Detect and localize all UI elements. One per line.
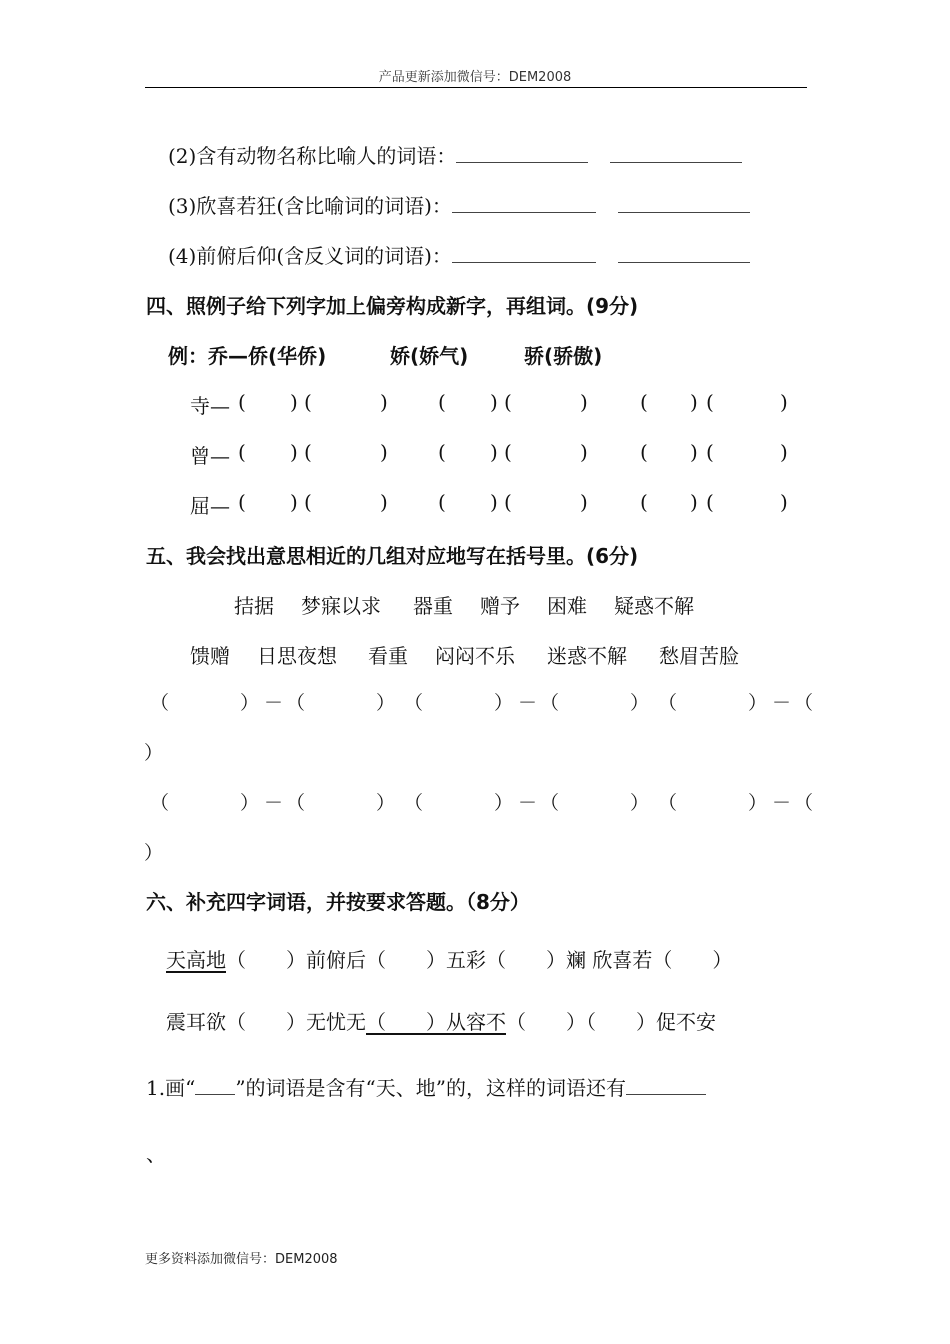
open-paren[interactable]: ( [640,440,648,464]
open-paren[interactable]: ( [706,440,714,464]
open-paren[interactable]: （ [404,692,424,714]
close-paren[interactable]: ） [240,792,260,814]
answer-blank[interactable] [452,242,596,263]
close-paren[interactable]: ) [490,440,498,464]
close-paren[interactable]: ） [630,692,650,714]
q1-continuation: 、 [146,1142,166,1166]
section-4-example-3: 骄(骄傲) [524,344,603,368]
close-paren[interactable]: ) [290,490,298,514]
close-paren[interactable]: ) [580,390,588,414]
char-row-si: 寺— [190,394,230,418]
close-paren[interactable]: ) [690,390,698,414]
answer-blank[interactable] [626,1074,706,1095]
word-mengmeiyiqiu: 梦寐以求 [301,594,381,618]
item-2-label: (2)含有动物名称比喻人的词语： [168,144,457,168]
word-risiyexiang: 日思夜想 [257,644,337,668]
char-row-ceng: 曾— [190,444,230,468]
idiom-row-1 [166,944,732,973]
close-paren[interactable]: ） [494,792,514,814]
open-paren[interactable]: （ [150,792,170,814]
answer-blank[interactable] [610,142,742,163]
open-paren[interactable]: （ [540,692,560,714]
idiom-part[interactable]: （ ）五彩 [366,948,486,972]
idiom-part[interactable]: （ ） [652,948,733,972]
open-paren[interactable]: ( [640,390,648,414]
page-header: 产品更新添加微信号：DEM2008 [378,70,572,85]
open-paren[interactable]: ( [706,390,714,414]
open-paren[interactable]: ( [238,490,246,514]
pair-dash: － [772,792,792,814]
open-paren[interactable]: ( [438,390,446,414]
item-3-label: (3)欣喜若狂(含比喻词的词语)： [168,194,452,218]
question-item-3 [168,190,750,219]
pair-dash: － [518,692,538,714]
open-paren[interactable]: （ [286,792,306,814]
open-paren[interactable]: ( [504,390,512,414]
question-1 [146,1072,706,1101]
question-item-2 [168,140,742,169]
word-zengyu: 赠予 [480,594,520,618]
close-paren[interactable]: ) [690,490,698,514]
pair-dash: － [518,792,538,814]
section-4-example-1: 例：乔—侨(华侨) [168,344,327,368]
open-paren[interactable]: ( [238,390,246,414]
q1-text: ”的词语是含有“天、地”的，这样的词语还有 [235,1076,626,1100]
close-paren[interactable]: ) [490,390,498,414]
idiom-zhenenryu: 震耳欲 [166,1010,226,1034]
close-paren[interactable]: ） [748,792,768,814]
char-row-qu: 屈— [190,494,230,518]
close-paren[interactable]: ) [780,440,788,464]
close-paren[interactable]: ) [580,490,588,514]
idiom-part[interactable]: （ ）斓 欣喜若 [486,948,653,972]
word-menmenbule: 闷闷不乐 [435,644,515,668]
word-qizhong: 器重 [413,594,453,618]
open-paren[interactable]: （ [150,692,170,714]
open-paren[interactable]: （ [658,792,678,814]
close-paren[interactable]: ) [380,490,388,514]
word-choumeikulian: 愁眉苦脸 [659,644,739,668]
close-paren[interactable]: ） [144,742,164,764]
idiom-part[interactable]: （ ）（ ）促不安 [506,1010,716,1034]
close-paren[interactable]: ） [376,692,396,714]
close-paren[interactable]: ） [240,692,260,714]
q1-prefix: 1.画“ [146,1076,196,1100]
pair-dash: － [264,692,284,714]
section-5-title: 五、我会找出意思相近的几组对应地写在括号里。(6分) [146,544,639,568]
close-paren[interactable]: ） [376,792,396,814]
answer-blank[interactable] [618,192,750,213]
close-paren[interactable]: ) [580,440,588,464]
underline-sample [195,1074,235,1095]
answer-blank[interactable] [456,142,588,163]
close-paren[interactable]: ） [144,842,164,864]
word-mihuobujie: 迷惑不解 [547,644,627,668]
open-paren[interactable]: ( [304,440,312,464]
item-4-label: (4)前俯后仰(含反义词的词语)： [168,244,452,268]
section-6-title: 六、补充四字词语，并按要求答题。（8分） [146,890,530,914]
idiom-row-2 [166,1006,716,1035]
open-paren[interactable]: ( [504,490,512,514]
pair-dash: － [772,692,792,714]
open-paren[interactable]: ( [706,490,714,514]
word-kanzhong: 看重 [368,644,408,668]
idiom-part[interactable]: （ ）前俯后 [226,948,366,972]
header-rule [145,87,807,88]
close-paren[interactable]: ) [490,490,498,514]
close-paren[interactable]: ) [380,440,388,464]
close-paren[interactable]: ） [630,792,650,814]
close-paren[interactable]: ) [290,440,298,464]
answer-blank[interactable] [618,242,750,263]
open-paren[interactable]: （ [404,792,424,814]
section-4-title: 四、照例子给下列字加上偏旁构成新字，再组词。(9分) [146,294,639,318]
open-paren[interactable]: （ [540,792,560,814]
close-paren[interactable]: ） [748,692,768,714]
open-paren[interactable]: （ [286,692,306,714]
open-paren[interactable]: ( [238,440,246,464]
idiom-tiangaodi: 天高地 [166,948,226,972]
word-kuizeng: 馈赠 [190,644,230,668]
close-paren[interactable]: ) [780,390,788,414]
answer-blank[interactable] [452,192,596,213]
open-paren[interactable]: ( [504,440,512,464]
open-paren[interactable]: （ [794,792,814,814]
close-paren[interactable]: ) [380,390,388,414]
word-yihuobujie: 疑惑不解 [614,594,694,618]
open-paren[interactable]: ( [304,390,312,414]
open-paren[interactable]: ( [304,490,312,514]
close-paren[interactable]: ) [780,490,788,514]
word-jieju: 拮据 [234,594,274,618]
close-paren[interactable]: ） [494,692,514,714]
section-4-example-2: 娇(娇气) [390,344,469,368]
idiom-part[interactable]: （ ）无忧无 [226,1010,366,1034]
open-paren[interactable]: ( [640,490,648,514]
close-paren[interactable]: ) [290,390,298,414]
open-paren[interactable]: ( [438,490,446,514]
open-paren[interactable]: （ [658,692,678,714]
idiom-part[interactable]: （ ）从容不 [366,1010,506,1034]
question-item-4 [168,240,750,269]
close-paren[interactable]: ) [690,440,698,464]
pair-dash: － [264,792,284,814]
page-footer: 更多资料添加微信号：DEM2008 [145,1252,338,1267]
open-paren[interactable]: ( [438,440,446,464]
open-paren[interactable]: （ [794,692,814,714]
word-kunnan: 困难 [547,594,587,618]
